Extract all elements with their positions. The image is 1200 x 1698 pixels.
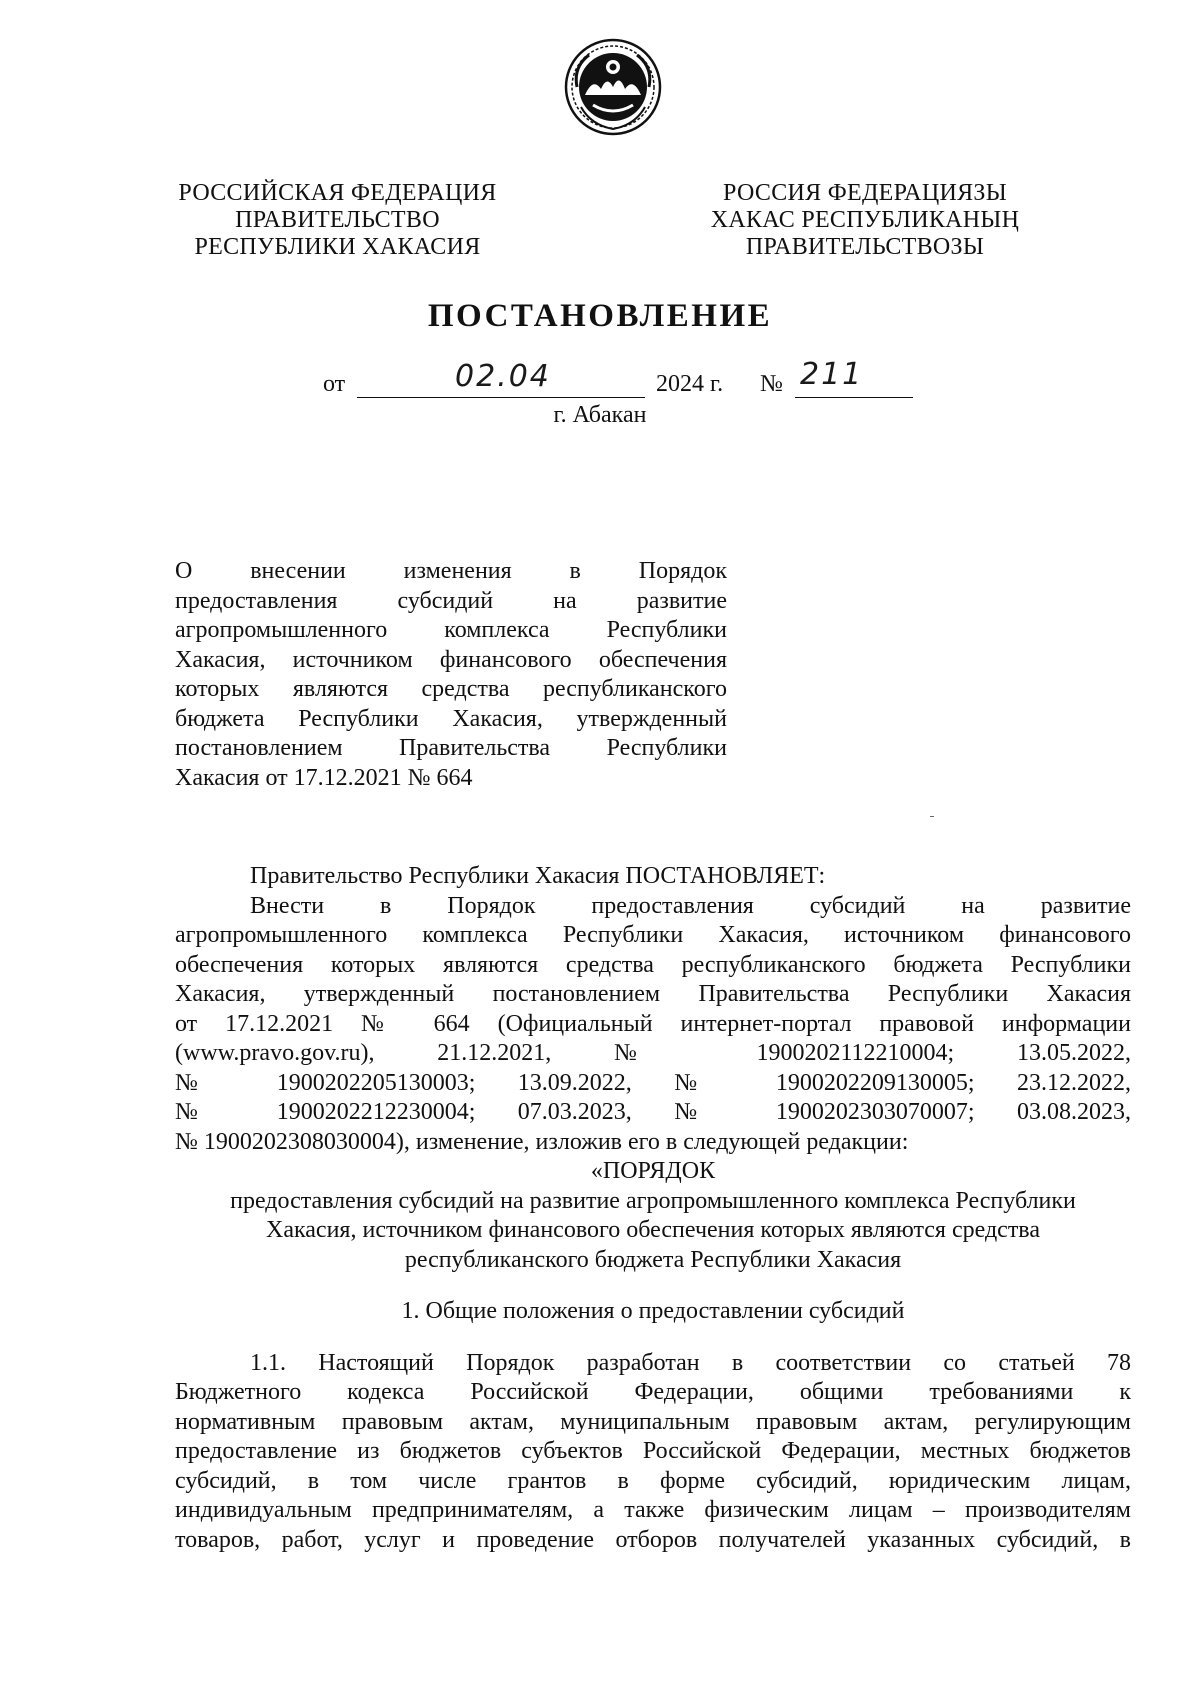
handwritten-number: 211 (800, 357, 864, 392)
paragraph-line: товаров, работ, услуг и проведение отборов получателей указанных субсидий, в (175, 1526, 1131, 1553)
order-subtitle-line: Хакасия, источником финансового обеспечения которых являются средства (266, 1217, 1040, 1243)
paragraph-line: Внести в Порядок предоставления субсидий на развитие (250, 892, 1131, 919)
subject-line: которых являются средства республиканского (175, 676, 727, 702)
paragraph-line: субсидий, в том числе грантов в форме субсидий, юридическим лицам, (175, 1467, 1131, 1494)
subject-line: постановлением Правительства Республики (175, 735, 727, 761)
order-title: «ПОРЯДОК (590, 1158, 716, 1184)
paragraph-line: Хакасия, утвержденный постановлением Правительства Республики Хакасия (175, 981, 1131, 1007)
header-left-russian (170, 180, 505, 261)
paragraph-line: Бюджетного кодекса Российской Федерации, общими требованиями к (175, 1379, 1131, 1405)
number-label: № (760, 371, 783, 397)
subject-block (175, 557, 727, 793)
document-body (175, 862, 1131, 1555)
paragraph-line: от 17.12.2021 № 664 (Официальный интернет-портал правовой информации (175, 1010, 1131, 1037)
header-right-line-2: ХАКАС РЕСПУБЛИКАНЫҢ (710, 207, 1020, 233)
city: г. Абакан (553, 402, 647, 428)
document-title: ПОСТАНОВЛЕНИЕ (427, 298, 773, 334)
header-left-line-2: ПРАВИТЕЛЬСТВО (235, 207, 440, 233)
paragraph-line: 1.1. Настоящий Порядок разработан в соответствии со статьей 78 (250, 1349, 1131, 1376)
subject-line: Хакасия, источником финансового обеспечения (175, 646, 727, 673)
header-right-line-1: РОССИЯ ФЕДЕРАЦИЯЗЫ (723, 180, 1007, 206)
paragraph-line: нормативным правовым актам, муниципальным правовым актам, регулирующим (175, 1408, 1131, 1435)
paragraph-line: предоставление из бюджетов субъектов Российской Федерации, местных бюджетов (175, 1438, 1131, 1464)
subject-line: предоставления субсидий на развитие (175, 587, 727, 614)
header-left-line-1: РОССИЙСКАЯ ФЕДЕРАЦИЯ (178, 180, 497, 206)
order-subtitle-line: предоставления субсидий на развитие агропромышленного комплекса Республики (230, 1187, 1076, 1214)
header-right-line-3: ПРАВИТЕЛЬСТВОЗЫ (745, 234, 985, 260)
order-subtitle-line: республиканского бюджета Республики Хакасия (404, 1246, 902, 1273)
paragraph-line: (www.pravo.gov.ru), 21.12.2021, № 1900202112210004; 13.05.2022, (175, 1040, 1131, 1066)
paragraph-line: № 1900202212230004; 07.03.2023, № 1900202303070007; 03.08.2023, (175, 1099, 1131, 1125)
subject-line: Хакасия от 17.12.2021 № 664 (175, 764, 473, 791)
subject-line: О внесении изменения в Порядок (175, 558, 727, 584)
section-heading: 1. Общие положения о предоставлении субсидий (401, 1298, 905, 1324)
paragraph-line: № 1900202205130003; 13.09.2022, № 1900202209130005; 23.12.2022, (175, 1069, 1131, 1096)
date-number-line (0, 357, 1200, 403)
year-label: 2024 г. (656, 371, 724, 397)
scan-speck (930, 816, 934, 817)
paragraph-line: обеспечения которых являются средства республиканского бюджета Республики (175, 951, 1131, 978)
date-prefix: от (323, 371, 346, 397)
handwritten-date: 02.04 (455, 359, 551, 394)
header-right-khakas (700, 180, 1030, 261)
subject-line: агропромышленного комплекса Республики (175, 617, 727, 643)
paragraph-line: агропромышленного комплекса Республики Хакасия, источником финансового (175, 922, 1131, 948)
paragraph-line: № 1900202308030004), изменение, изложив его в следующей редакции: (175, 1128, 909, 1155)
header-left-line-3: РЕСПУБЛИКИ ХАКАСИЯ (194, 234, 481, 260)
khakassia-coat-of-arms-emblem (563, 37, 663, 137)
decree-intro: Правительство Республики Хакасия ПОСТАНОВЛЯЕТ: (250, 863, 826, 889)
paragraph-line: индивидуальным предпринимателям, а также физическим лицам – производителям (175, 1497, 1131, 1523)
subject-line: бюджета Республики Хакасия, утвержденный (175, 705, 727, 732)
